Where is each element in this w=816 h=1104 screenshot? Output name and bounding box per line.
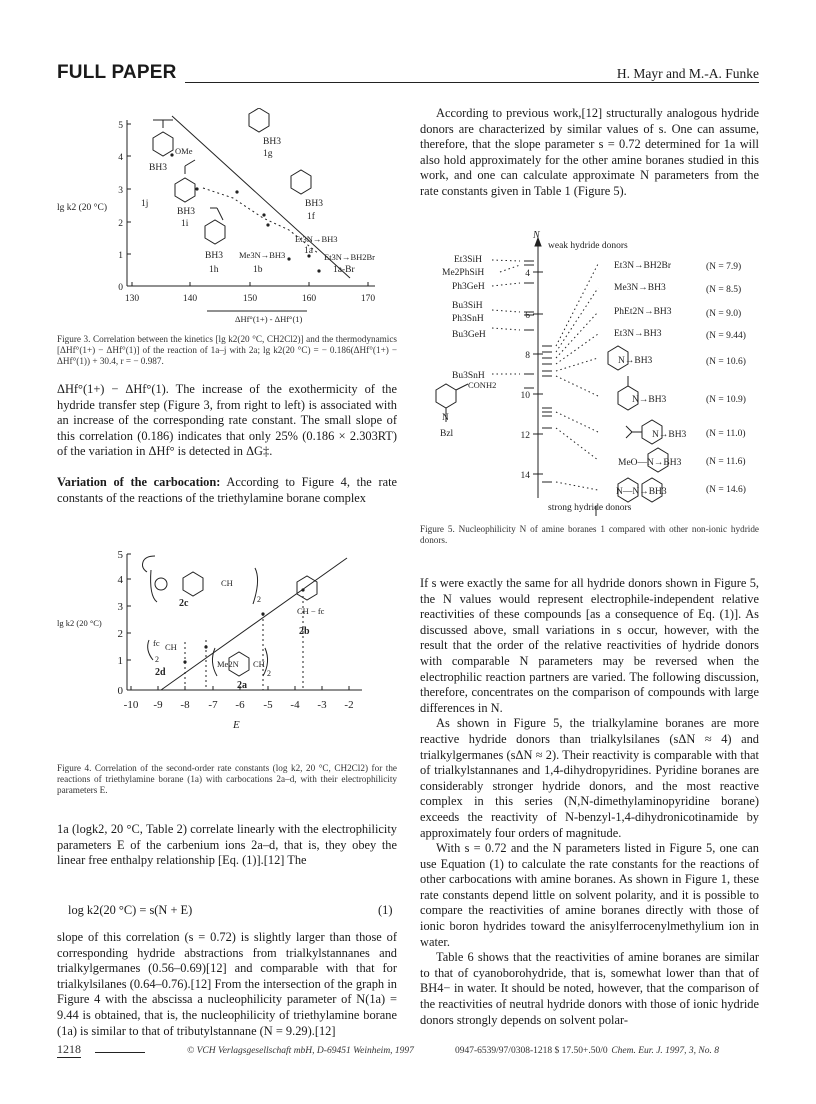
fig3-xtick: 130 [124, 294, 140, 304]
fig4-label-2d: 2d [155, 667, 166, 678]
fig3-point-1i [195, 187, 198, 190]
fig3-label-1a: 1a [304, 246, 313, 256]
fig3-label-et3nbr: Et3N→BH2Br [324, 252, 375, 262]
fig3-dotted-link [203, 188, 319, 254]
fig5-tick: 10 [520, 391, 530, 401]
fig4-label-2b: 2b [299, 626, 310, 637]
fig5-tick: 8 [525, 351, 530, 361]
fig3-ylabel: lg k2 (20 °C) [57, 203, 107, 213]
equation-number: (1) [378, 903, 393, 917]
fig5-right-item: N→BH3 [618, 356, 653, 366]
fig4-point-2d [183, 660, 186, 663]
fig4-point-2a [204, 645, 207, 648]
paragraph: With s = 0.72 and the N parameters listed in Figure 5, one can use Equation (1) to calculate the rate constants for the reactions of other carbocations with amine boranes. As shown in Figure 1, these rate constants depend little on solvent polarity, and it is possible to compare the reactivities of amine boranes directly with those of ionic boron hydrides toward the anisylferrocenylmethylium ion in water. [420, 841, 759, 949]
fig3-point-1b [287, 257, 290, 260]
fig4-xtick: -4 [290, 699, 300, 711]
fig3-label-bh3: BH3 [205, 251, 223, 261]
fig5-right-item: N→BH3 [632, 395, 667, 405]
fig5-n-value: (N = 7.9) [706, 262, 742, 272]
fig4-ytick: 5 [117, 550, 123, 561]
publisher-line: © VCH Verlagsgesellschaft mbH, D-69451 Weinheim, 1997 [187, 1046, 414, 1056]
fig5-n-value: (N = 11.0) [706, 429, 746, 439]
fig4-xtick: -2 [344, 699, 354, 711]
fig5-right-item: PhEt2N→BH3 [614, 307, 672, 317]
footer-rule [95, 1052, 145, 1053]
section-label: FULL PAPER [57, 62, 177, 83]
fig3-label-1i: 1i [181, 219, 189, 229]
page-number: 1218 [57, 1042, 81, 1056]
fig4-label-fc: fc [153, 638, 160, 648]
fig5-n-value: (N = 9.44) [706, 331, 746, 341]
fig4-xtick: -8 [180, 699, 190, 711]
left-text-block-1 [57, 382, 397, 506]
fig5-n-value: (N = 14.6) [706, 485, 746, 495]
fig4-ytick: 1 [117, 655, 123, 667]
fig3-label-bh3: BH3 [177, 207, 195, 217]
fig3-label-bh3: BH3 [263, 137, 281, 147]
fig5-right-item: N→BH3 [652, 430, 687, 440]
fig5-right-item: MeO—N→BH3 [618, 458, 682, 468]
paragraph [57, 475, 397, 506]
fig4-point-2b [261, 612, 264, 615]
fig5-left-item: N [442, 413, 449, 423]
fig5-tick: 14 [520, 471, 530, 481]
fig4-regression-line [161, 558, 347, 690]
fig5-tick: 4 [525, 269, 530, 279]
figure-4-caption: Figure 4. Correlation of the second-order rate constants (log k2, 20 °C, CH2Cl2) for the reactions of triethylamine borane (1a) with carbocations 2a–d, with their electrophilicity parameters E. [57, 763, 397, 795]
fig4-xtick: -9 [153, 699, 163, 711]
fig3-ytick: 2 [118, 219, 123, 229]
fig5-left-item: Bu3SiH [452, 301, 483, 311]
figure-5 [420, 228, 759, 518]
fig3-label-1a-br: 1a-Br [333, 265, 355, 275]
fig5-right-item: Me3N→BH3 [614, 283, 666, 293]
fig4-xtick: -10 [123, 699, 139, 711]
paragraph: If s were exactly the same for all hydride donors shown in Figure 5, the N values would represent electrophile-independent relative reactivities of these compounds [as a consequence of Eq. (1)]. As discussed above, small variations in s occur, however, with the result that the order of the relative reactivities of hydride donors with comparable N parameters may be reversed when the electrophilic reaction partners are varied. The following discussion, therefore, concentrates on the comparison of compounds with large differences in N. [420, 576, 759, 715]
fig5-n-value: (N = 9.0) [706, 309, 742, 319]
fig4-xtick: -7 [208, 699, 218, 711]
fig3-label-bh3: BH3 [305, 199, 323, 209]
paragraph: ΔHf°(1+) − ΔHf°(1). The increase of the exothermicity of the hydride transfer step (Figure 3, from right to left) is associated with an increase of the corresponding rate constant. The small slope of this correlation (0.186) indicates that only 25% (0.186 × 2.303RT) of the variation in ΔHf° is detected in ΔG‡. [57, 382, 397, 459]
fig4-xtick: -6 [235, 699, 245, 711]
fig4-label-ch: CH [221, 578, 233, 588]
fig3-ytick: 5 [118, 121, 123, 131]
fig5-left-item: Bu3SnH [452, 371, 485, 381]
fig5-right-item: Et3N→BH2Br [614, 261, 671, 271]
fig3-ytick: 1 [118, 251, 123, 261]
header-rule [185, 82, 759, 83]
fig5-right-item: Et3N→BH3 [614, 329, 662, 339]
fig5-left-item: Ph3SnH [452, 314, 484, 324]
fig3-ytick: 3 [118, 186, 123, 196]
fig3-label-bh3: BH3 [149, 163, 167, 173]
fig3-label-et3n: Et3N→BH3 [295, 234, 338, 244]
fig5-left-item: Bzl [440, 429, 454, 439]
figure-4 [57, 550, 377, 758]
fig3-ytick: 0 [118, 283, 123, 293]
fig5-n-value: (N = 10.9) [706, 395, 746, 405]
paragraph: As shown in Figure 5, the trialkylamine boranes are more reactive hydride donors than trialkylsilanes (sΔN ≈ 4) and trialkylgermanes (sΔN ≈ 2). Their reactivity is comparable with that of trialkylstannanes and 1,4-dihydropyridines. Pyridine boranes are considerably stronger hydride donors, and the most reactive complex in this series (N,N-dimethylaminopyridine borane) exceeds the reactivity of N-benzyl-1,4-dihydronicotinamide by approximately four orders of magnitude. [420, 716, 759, 840]
page-header [57, 62, 759, 86]
fig3-label-1g: 1g [263, 149, 273, 159]
paragraph: Table 6 shows that the reactivities of amine boranes are similar to that of cyanoborohydride, that is, somewhat lower than that of BH4− in water. It should be noted, however, that the comparison of the reactivities of neutral hydride donors with those of ionic hydride donors strongly depends on solvent polar- [420, 950, 759, 1027]
left-text-block-3 [57, 930, 397, 1039]
fig5-left-item: CONH2 [468, 380, 497, 390]
fig4-xlabel: E [233, 719, 240, 731]
fig5-weak-label: weak hydride donors [548, 241, 628, 251]
figure-3-caption: Figure 3. Correlation between the kinetics [lg k2(20 °C, CH2Cl2)] and the thermodynamics [ΔHf°(1+) − ΔHf°(1)] of the reaction of 1a–j with 2a; lg k2(20 °C) = − 0.186(ΔHf°(1+) − ΔHf°(1)) + 30.4, r = − 0.987. [57, 334, 397, 366]
figure-5-caption: Figure 5. Nucleophilicity N of amine boranes 1 compared with other non-ionic hydride donors. [420, 524, 759, 545]
fig5-left-item: Et3SiH [454, 255, 482, 265]
subheading: Variation of the carbocation: [57, 474, 221, 489]
fig3-point-1h [266, 223, 269, 226]
fig5-n-value: (N = 10.6) [706, 357, 746, 367]
equation-1: log k2(20 °C) = s(N + E) [68, 903, 193, 917]
fig3-label-1b: 1b [253, 265, 263, 275]
fig3-label-1f: 1f [307, 212, 315, 222]
fig5-left-item: Ph3GeH [452, 282, 485, 292]
fig4-point-2c [301, 588, 304, 591]
paragraph-text: According to Figure 4, the rate constants of the reactions of the triethylamine borane complex [57, 474, 398, 505]
issn-price: 0947-6539/97/0308-1218 $ 17.50+.50/0 [455, 1046, 608, 1056]
paragraph: According to previous work,[12] structurally analogous hydride donors are characterized by similar values of s. One can assume, therefore, that the slope parameter s = 0.72 determined for 1a will also hold approximately for the other amine boranes studied in this work, and one can calculate approximate N parameters from the rate constants given in Table 1 (Figure 5). [420, 106, 759, 198]
fig5-left-item: Me2PhSiH [442, 268, 485, 278]
fig3-xtick: 160 [301, 294, 317, 304]
fig5-tick: 12 [520, 431, 530, 441]
journal-citation: Chem. Eur. J. 1997, 3, No. 8 [611, 1046, 719, 1056]
fig3-ytick: 4 [118, 153, 123, 163]
fig5-axis-label: N [533, 230, 540, 241]
left-text-block-2 [57, 822, 397, 869]
fig5-strong-label: strong hydride donors [548, 503, 632, 513]
fig4-label-ch: CH [165, 642, 177, 652]
fig5-right-item: N—N→BH3 [616, 487, 667, 497]
fig5-left-item: Bu3GeH [452, 330, 486, 340]
fig3-label-1h: 1h [209, 265, 219, 275]
right-text-block-1 [420, 106, 759, 200]
fig3-label-1j: 1j [141, 199, 149, 209]
fig4-ytick: 4 [117, 574, 123, 586]
fig4-xtick: -3 [317, 699, 327, 711]
fig3-xtick: 170 [360, 294, 376, 304]
fig5-n-value: (N = 8.5) [706, 285, 742, 295]
fig3-point-1j [170, 153, 173, 156]
fig4-ytick: 3 [117, 601, 123, 613]
fig4-label-2c: 2c [179, 598, 189, 609]
fig4-label-sub: 2 [257, 595, 261, 604]
paragraph: 1a (logk2, 20 °C, Table 2) correlate linearly with the electrophilicity parameters E of the carbenium ions 2a–d, that is, they obey the linear free enthalpy relationship [Eq. (1)].[12] The [57, 822, 397, 868]
fig4-label-2a: 2a [237, 680, 247, 691]
fig4-ytick: 2 [117, 628, 123, 640]
figure-3 [57, 108, 397, 330]
fig4-ylabel: lg k2 (20 °C) [57, 618, 102, 628]
fig4-ytick: 0 [117, 685, 123, 697]
fig4-label-chfc: CH − fc [297, 606, 325, 616]
fig3-label-ome: OMe [175, 146, 193, 156]
fig3-point-1a-br [317, 269, 320, 272]
fig3-point-1f [262, 213, 265, 216]
right-text-block-2 [420, 576, 759, 1028]
fig5-tick: 6 [525, 311, 530, 321]
fig3-point-1g [235, 190, 238, 193]
fig3-xtick: 140 [182, 294, 198, 304]
paragraph: slope of this correlation (s = 0.72) is slightly larger than those of corresponding hydride abstractions from trialkylstannanes and trialkylgermanes (0.56–0.69)[12] and comparable with that for trialkylsilanes (0.64–0.76).[12] From the intersection of the graph in Figure 4 with the abscissa a nucleophilicity parameter of N(1a) = 9.44 is obtained, that is, the nucleophilicity of triethylamine borane (1a) is similar to that of tributylstannane (N = 9.29).[12] [57, 930, 397, 1038]
fig4-xtick: -5 [263, 699, 273, 711]
fig3-label-me3n: Me3N→BH3 [239, 250, 286, 260]
fig4-label-ch: CH [253, 659, 265, 669]
fig4-label-sub: 2 [267, 669, 271, 678]
fig4-label-me2n: Me2N [217, 659, 239, 669]
fig3-xtick: 150 [242, 294, 258, 304]
fig3-xlabel: ΔHf°(1+) - ΔHf°(1) [235, 314, 303, 324]
authors: H. Mayr and M.-A. Funke [616, 66, 759, 81]
fig5-n-value: (N = 11.6) [706, 457, 746, 467]
fig4-label-sub: 2 [155, 655, 159, 664]
